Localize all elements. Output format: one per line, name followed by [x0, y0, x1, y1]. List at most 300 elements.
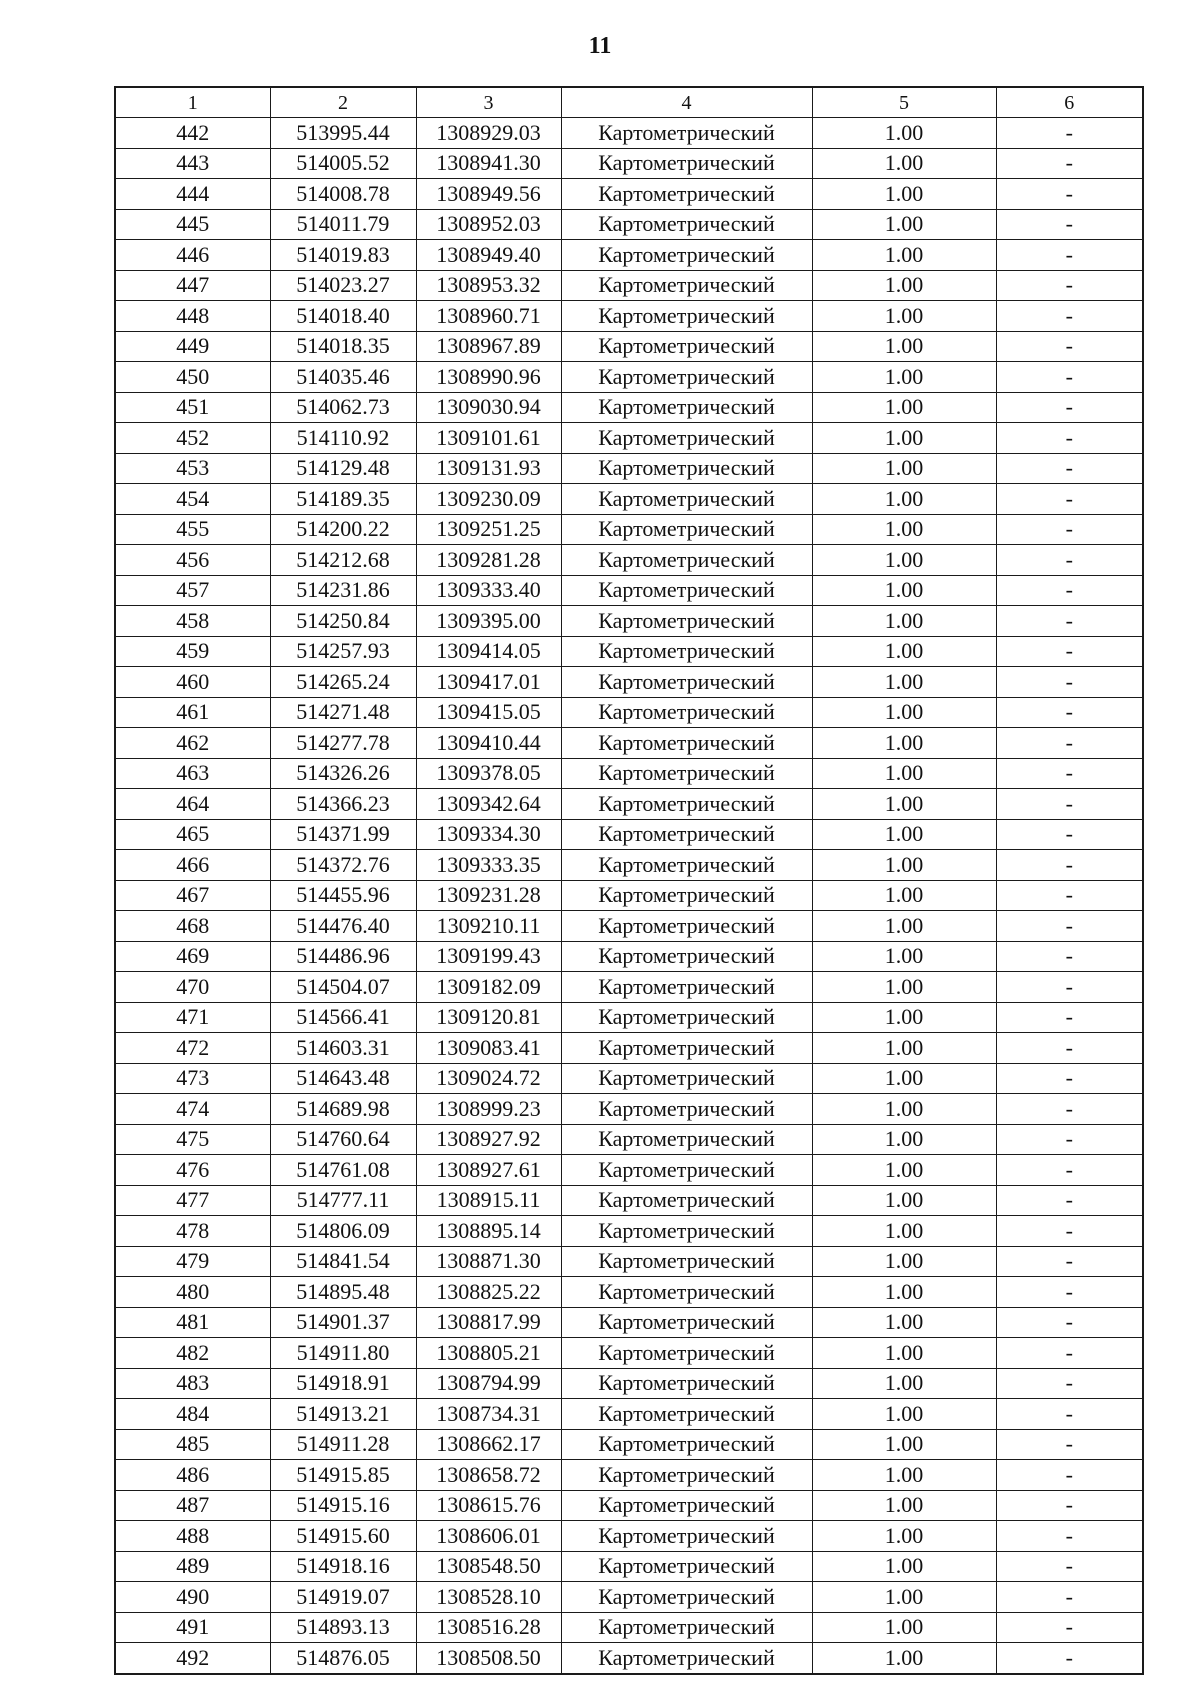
- accuracy-cell: 1.00: [812, 118, 996, 149]
- coordinates-table: [114, 86, 1144, 1675]
- y-coordinate-cell: 1308662.17: [416, 1429, 561, 1460]
- point-number-cell: 456: [115, 545, 270, 576]
- point-number-cell: 477: [115, 1185, 270, 1216]
- x-coordinate-cell: 514372.76: [270, 850, 416, 881]
- accuracy-cell: 1.00: [812, 606, 996, 637]
- x-coordinate-cell: 514231.86: [270, 575, 416, 606]
- accuracy-cell: 1.00: [812, 331, 996, 362]
- accuracy-cell: 1.00: [812, 575, 996, 606]
- table-row: [115, 209, 1143, 240]
- accuracy-cell: 1.00: [812, 728, 996, 759]
- note-cell: -: [996, 453, 1143, 484]
- table-row: [115, 1277, 1143, 1308]
- note-cell: -: [996, 362, 1143, 393]
- method-cell: Картометрический: [561, 1521, 812, 1552]
- table-row: [115, 240, 1143, 271]
- method-cell: Картометрический: [561, 758, 812, 789]
- x-coordinate-cell: 514019.83: [270, 240, 416, 271]
- accuracy-cell: 1.00: [812, 1155, 996, 1186]
- table-row: [115, 270, 1143, 301]
- point-number-cell: 485: [115, 1429, 270, 1460]
- point-number-cell: 467: [115, 880, 270, 911]
- method-cell: Картометрический: [561, 1368, 812, 1399]
- point-number-cell: 453: [115, 453, 270, 484]
- y-coordinate-cell: 1308941.30: [416, 148, 561, 179]
- y-coordinate-cell: 1309333.35: [416, 850, 561, 881]
- note-cell: -: [996, 209, 1143, 240]
- note-cell: -: [996, 1307, 1143, 1338]
- note-cell: -: [996, 1124, 1143, 1155]
- y-coordinate-cell: 1309414.05: [416, 636, 561, 667]
- y-coordinate-cell: 1308805.21: [416, 1338, 561, 1369]
- point-number-cell: 474: [115, 1094, 270, 1125]
- method-cell: Картометрический: [561, 484, 812, 515]
- method-cell: Картометрический: [561, 453, 812, 484]
- x-coordinate-cell: 514023.27: [270, 270, 416, 301]
- point-number-cell: 492: [115, 1643, 270, 1674]
- y-coordinate-cell: 1308952.03: [416, 209, 561, 240]
- note-cell: -: [996, 1612, 1143, 1643]
- point-number-cell: 484: [115, 1399, 270, 1430]
- point-number-cell: 489: [115, 1551, 270, 1582]
- x-coordinate-cell: 514841.54: [270, 1246, 416, 1277]
- table-row: [115, 1429, 1143, 1460]
- accuracy-cell: 1.00: [812, 148, 996, 179]
- y-coordinate-cell: 1308927.61: [416, 1155, 561, 1186]
- method-cell: Картометрический: [561, 697, 812, 728]
- method-cell: Картометрический: [561, 1033, 812, 1064]
- note-cell: -: [996, 301, 1143, 332]
- x-coordinate-cell: 514918.16: [270, 1551, 416, 1582]
- column-header: 1: [115, 87, 270, 118]
- x-coordinate-cell: 514486.96: [270, 941, 416, 972]
- point-number-cell: 478: [115, 1216, 270, 1247]
- x-coordinate-cell: 514919.07: [270, 1582, 416, 1613]
- y-coordinate-cell: 1308658.72: [416, 1460, 561, 1491]
- point-number-cell: 449: [115, 331, 270, 362]
- note-cell: -: [996, 1399, 1143, 1430]
- x-coordinate-cell: 514005.52: [270, 148, 416, 179]
- y-coordinate-cell: 1308949.40: [416, 240, 561, 271]
- y-coordinate-cell: 1309101.61: [416, 423, 561, 454]
- y-coordinate-cell: 1309230.09: [416, 484, 561, 515]
- point-number-cell: 460: [115, 667, 270, 698]
- accuracy-cell: 1.00: [812, 1185, 996, 1216]
- table-row: [115, 880, 1143, 911]
- table-row: [115, 636, 1143, 667]
- table-row: [115, 301, 1143, 332]
- table-row: [115, 911, 1143, 942]
- point-number-cell: 472: [115, 1033, 270, 1064]
- y-coordinate-cell: 1308817.99: [416, 1307, 561, 1338]
- accuracy-cell: 1.00: [812, 1429, 996, 1460]
- x-coordinate-cell: 514271.48: [270, 697, 416, 728]
- note-cell: -: [996, 575, 1143, 606]
- table-row: [115, 1246, 1143, 1277]
- accuracy-cell: 1.00: [812, 1216, 996, 1247]
- method-cell: Картометрический: [561, 1155, 812, 1186]
- method-cell: Картометрический: [561, 545, 812, 576]
- x-coordinate-cell: 514366.23: [270, 789, 416, 820]
- method-cell: Картометрический: [561, 972, 812, 1003]
- accuracy-cell: 1.00: [812, 941, 996, 972]
- method-cell: Картометрический: [561, 331, 812, 362]
- y-coordinate-cell: 1308953.32: [416, 270, 561, 301]
- note-cell: -: [996, 484, 1143, 515]
- x-coordinate-cell: 514250.84: [270, 606, 416, 637]
- table-row: [115, 1063, 1143, 1094]
- accuracy-cell: 1.00: [812, 1399, 996, 1430]
- y-coordinate-cell: 1309333.40: [416, 575, 561, 606]
- table-header: [115, 87, 1143, 118]
- note-cell: -: [996, 1002, 1143, 1033]
- x-coordinate-cell: 514901.37: [270, 1307, 416, 1338]
- note-cell: -: [996, 1643, 1143, 1674]
- note-cell: -: [996, 423, 1143, 454]
- y-coordinate-cell: 1309131.93: [416, 453, 561, 484]
- method-cell: Картометрический: [561, 850, 812, 881]
- method-cell: Картометрический: [561, 1185, 812, 1216]
- method-cell: Картометрический: [561, 1277, 812, 1308]
- note-cell: -: [996, 758, 1143, 789]
- note-cell: -: [996, 1277, 1143, 1308]
- table-row: [115, 758, 1143, 789]
- accuracy-cell: 1.00: [812, 819, 996, 850]
- y-coordinate-cell: 1309417.01: [416, 667, 561, 698]
- y-coordinate-cell: 1309024.72: [416, 1063, 561, 1094]
- table-row: [115, 819, 1143, 850]
- x-coordinate-cell: 514504.07: [270, 972, 416, 1003]
- method-cell: Картометрический: [561, 1216, 812, 1247]
- point-number-cell: 473: [115, 1063, 270, 1094]
- x-coordinate-cell: 514326.26: [270, 758, 416, 789]
- note-cell: -: [996, 911, 1143, 942]
- x-coordinate-cell: 514062.73: [270, 392, 416, 423]
- method-cell: Картометрический: [561, 1551, 812, 1582]
- accuracy-cell: 1.00: [812, 270, 996, 301]
- point-number-cell: 459: [115, 636, 270, 667]
- y-coordinate-cell: 1308999.23: [416, 1094, 561, 1125]
- method-cell: Картометрический: [561, 728, 812, 759]
- note-cell: -: [996, 1582, 1143, 1613]
- table-row: [115, 148, 1143, 179]
- method-cell: Картометрический: [561, 209, 812, 240]
- accuracy-cell: 1.00: [812, 1002, 996, 1033]
- y-coordinate-cell: 1308967.89: [416, 331, 561, 362]
- method-cell: Картометрический: [561, 819, 812, 850]
- note-cell: -: [996, 941, 1143, 972]
- x-coordinate-cell: 514893.13: [270, 1612, 416, 1643]
- accuracy-cell: 1.00: [812, 1033, 996, 1064]
- x-coordinate-cell: 514603.31: [270, 1033, 416, 1064]
- table-row: [115, 1002, 1143, 1033]
- x-coordinate-cell: 513995.44: [270, 118, 416, 149]
- x-coordinate-cell: 514018.40: [270, 301, 416, 332]
- y-coordinate-cell: 1309210.11: [416, 911, 561, 942]
- y-coordinate-cell: 1309199.43: [416, 941, 561, 972]
- y-coordinate-cell: 1309410.44: [416, 728, 561, 759]
- x-coordinate-cell: 514476.40: [270, 911, 416, 942]
- table-row: [115, 362, 1143, 393]
- table-row: [115, 1582, 1143, 1613]
- table-row: [115, 728, 1143, 759]
- point-number-cell: 487: [115, 1490, 270, 1521]
- point-number-cell: 448: [115, 301, 270, 332]
- table-row: [115, 1551, 1143, 1582]
- method-cell: Картометрический: [561, 1307, 812, 1338]
- y-coordinate-cell: 1309182.09: [416, 972, 561, 1003]
- note-cell: -: [996, 1185, 1143, 1216]
- y-coordinate-cell: 1308929.03: [416, 118, 561, 149]
- table-row: [115, 1307, 1143, 1338]
- method-cell: Картометрический: [561, 880, 812, 911]
- table-row: [115, 1521, 1143, 1552]
- note-cell: -: [996, 1155, 1143, 1186]
- point-number-cell: 446: [115, 240, 270, 271]
- method-cell: Картометрический: [561, 423, 812, 454]
- accuracy-cell: 1.00: [812, 1063, 996, 1094]
- note-cell: -: [996, 1216, 1143, 1247]
- column-header: 6: [996, 87, 1143, 118]
- note-cell: -: [996, 545, 1143, 576]
- accuracy-cell: 1.00: [812, 301, 996, 332]
- accuracy-cell: 1.00: [812, 179, 996, 210]
- method-cell: Картометрический: [561, 1612, 812, 1643]
- note-cell: -: [996, 697, 1143, 728]
- accuracy-cell: 1.00: [812, 1307, 996, 1338]
- method-cell: Картометрический: [561, 301, 812, 332]
- note-cell: -: [996, 850, 1143, 881]
- point-number-cell: 454: [115, 484, 270, 515]
- accuracy-cell: 1.00: [812, 1521, 996, 1552]
- table-row: [115, 423, 1143, 454]
- header-row: [115, 87, 1143, 118]
- table-row: [115, 667, 1143, 698]
- note-cell: -: [996, 1338, 1143, 1369]
- point-number-cell: 480: [115, 1277, 270, 1308]
- accuracy-cell: 1.00: [812, 850, 996, 881]
- note-cell: -: [996, 392, 1143, 423]
- x-coordinate-cell: 514455.96: [270, 880, 416, 911]
- x-coordinate-cell: 514876.05: [270, 1643, 416, 1674]
- point-number-cell: 481: [115, 1307, 270, 1338]
- point-number-cell: 482: [115, 1338, 270, 1369]
- table-row: [115, 179, 1143, 210]
- method-cell: Картометрический: [561, 1246, 812, 1277]
- table-row: [115, 392, 1143, 423]
- x-coordinate-cell: 514761.08: [270, 1155, 416, 1186]
- table-row: [115, 1185, 1143, 1216]
- method-cell: Картометрический: [561, 575, 812, 606]
- y-coordinate-cell: 1309281.28: [416, 545, 561, 576]
- y-coordinate-cell: 1309231.28: [416, 880, 561, 911]
- y-coordinate-cell: 1309120.81: [416, 1002, 561, 1033]
- method-cell: Картометрический: [561, 1399, 812, 1430]
- point-number-cell: 466: [115, 850, 270, 881]
- point-number-cell: 463: [115, 758, 270, 789]
- note-cell: -: [996, 331, 1143, 362]
- note-cell: -: [996, 270, 1143, 301]
- note-cell: -: [996, 118, 1143, 149]
- point-number-cell: 451: [115, 392, 270, 423]
- table-row: [115, 1155, 1143, 1186]
- note-cell: -: [996, 1246, 1143, 1277]
- table-row: [115, 1460, 1143, 1491]
- accuracy-cell: 1.00: [812, 972, 996, 1003]
- accuracy-cell: 1.00: [812, 667, 996, 698]
- note-cell: -: [996, 1460, 1143, 1491]
- note-cell: -: [996, 179, 1143, 210]
- method-cell: Картометрический: [561, 514, 812, 545]
- point-number-cell: 490: [115, 1582, 270, 1613]
- x-coordinate-cell: 514689.98: [270, 1094, 416, 1125]
- y-coordinate-cell: 1308615.76: [416, 1490, 561, 1521]
- table-row: [115, 514, 1143, 545]
- table-row: [115, 850, 1143, 881]
- y-coordinate-cell: 1309395.00: [416, 606, 561, 637]
- point-number-cell: 483: [115, 1368, 270, 1399]
- point-number-cell: 445: [115, 209, 270, 240]
- method-cell: Картометрический: [561, 118, 812, 149]
- accuracy-cell: 1.00: [812, 1338, 996, 1369]
- method-cell: Картометрический: [561, 941, 812, 972]
- table-row: [115, 1643, 1143, 1674]
- point-number-cell: 458: [115, 606, 270, 637]
- table-row: [115, 1033, 1143, 1064]
- accuracy-cell: 1.00: [812, 514, 996, 545]
- x-coordinate-cell: 514915.85: [270, 1460, 416, 1491]
- column-header: 3: [416, 87, 561, 118]
- x-coordinate-cell: 514918.91: [270, 1368, 416, 1399]
- y-coordinate-cell: 1308949.56: [416, 179, 561, 210]
- accuracy-cell: 1.00: [812, 453, 996, 484]
- accuracy-cell: 1.00: [812, 545, 996, 576]
- method-cell: Картометрический: [561, 1582, 812, 1613]
- note-cell: -: [996, 1521, 1143, 1552]
- y-coordinate-cell: 1309083.41: [416, 1033, 561, 1064]
- table-row: [115, 941, 1143, 972]
- table-row: [115, 1612, 1143, 1643]
- accuracy-cell: 1.00: [812, 636, 996, 667]
- note-cell: -: [996, 240, 1143, 271]
- note-cell: -: [996, 514, 1143, 545]
- accuracy-cell: 1.00: [812, 880, 996, 911]
- point-number-cell: 470: [115, 972, 270, 1003]
- y-coordinate-cell: 1308927.92: [416, 1124, 561, 1155]
- accuracy-cell: 1.00: [812, 1368, 996, 1399]
- y-coordinate-cell: 1308915.11: [416, 1185, 561, 1216]
- point-number-cell: 468: [115, 911, 270, 942]
- method-cell: Картометрический: [561, 179, 812, 210]
- table-row: [115, 789, 1143, 820]
- accuracy-cell: 1.00: [812, 1094, 996, 1125]
- method-cell: Картометрический: [561, 1002, 812, 1033]
- x-coordinate-cell: 514371.99: [270, 819, 416, 850]
- note-cell: -: [996, 789, 1143, 820]
- x-coordinate-cell: 514777.11: [270, 1185, 416, 1216]
- accuracy-cell: 1.00: [812, 362, 996, 393]
- x-coordinate-cell: 514011.79: [270, 209, 416, 240]
- accuracy-cell: 1.00: [812, 209, 996, 240]
- method-cell: Картометрический: [561, 1643, 812, 1674]
- y-coordinate-cell: 1308871.30: [416, 1246, 561, 1277]
- point-number-cell: 469: [115, 941, 270, 972]
- accuracy-cell: 1.00: [812, 1124, 996, 1155]
- note-cell: -: [996, 148, 1143, 179]
- accuracy-cell: 1.00: [812, 1551, 996, 1582]
- accuracy-cell: 1.00: [812, 392, 996, 423]
- method-cell: Картометрический: [561, 270, 812, 301]
- table-row: [115, 331, 1143, 362]
- x-coordinate-cell: 514915.60: [270, 1521, 416, 1552]
- table-row: [115, 1338, 1143, 1369]
- note-cell: -: [996, 1490, 1143, 1521]
- point-number-cell: 457: [115, 575, 270, 606]
- note-cell: -: [996, 1033, 1143, 1064]
- accuracy-cell: 1.00: [812, 240, 996, 271]
- x-coordinate-cell: 514200.22: [270, 514, 416, 545]
- method-cell: Картометрический: [561, 606, 812, 637]
- x-coordinate-cell: 514018.35: [270, 331, 416, 362]
- y-coordinate-cell: 1309334.30: [416, 819, 561, 850]
- table-row: [115, 484, 1143, 515]
- y-coordinate-cell: 1308734.31: [416, 1399, 561, 1430]
- accuracy-cell: 1.00: [812, 1460, 996, 1491]
- note-cell: -: [996, 972, 1143, 1003]
- note-cell: -: [996, 880, 1143, 911]
- method-cell: Картометрический: [561, 1460, 812, 1491]
- x-coordinate-cell: 514277.78: [270, 728, 416, 759]
- accuracy-cell: 1.00: [812, 697, 996, 728]
- method-cell: Картометрический: [561, 789, 812, 820]
- note-cell: -: [996, 667, 1143, 698]
- method-cell: Картометрический: [561, 1429, 812, 1460]
- column-header: 4: [561, 87, 812, 118]
- note-cell: -: [996, 1094, 1143, 1125]
- point-number-cell: 465: [115, 819, 270, 850]
- y-coordinate-cell: 1309415.05: [416, 697, 561, 728]
- method-cell: Картометрический: [561, 1094, 812, 1125]
- x-coordinate-cell: 514915.16: [270, 1490, 416, 1521]
- note-cell: -: [996, 1063, 1143, 1094]
- method-cell: Картометрический: [561, 636, 812, 667]
- method-cell: Картометрический: [561, 667, 812, 698]
- method-cell: Картометрический: [561, 362, 812, 393]
- table-row: [115, 453, 1143, 484]
- y-coordinate-cell: 1309378.05: [416, 758, 561, 789]
- accuracy-cell: 1.00: [812, 1582, 996, 1613]
- x-coordinate-cell: 514212.68: [270, 545, 416, 576]
- y-coordinate-cell: 1309030.94: [416, 392, 561, 423]
- x-coordinate-cell: 514760.64: [270, 1124, 416, 1155]
- point-number-cell: 442: [115, 118, 270, 149]
- point-number-cell: 447: [115, 270, 270, 301]
- y-coordinate-cell: 1308508.50: [416, 1643, 561, 1674]
- table-row: [115, 545, 1143, 576]
- x-coordinate-cell: 514129.48: [270, 453, 416, 484]
- point-number-cell: 479: [115, 1246, 270, 1277]
- y-coordinate-cell: 1308548.50: [416, 1551, 561, 1582]
- x-coordinate-cell: 514035.46: [270, 362, 416, 393]
- note-cell: -: [996, 728, 1143, 759]
- point-number-cell: 443: [115, 148, 270, 179]
- x-coordinate-cell: 514643.48: [270, 1063, 416, 1094]
- x-coordinate-cell: 514895.48: [270, 1277, 416, 1308]
- method-cell: Картометрический: [561, 240, 812, 271]
- accuracy-cell: 1.00: [812, 1246, 996, 1277]
- x-coordinate-cell: 514257.93: [270, 636, 416, 667]
- table-row: [115, 1368, 1143, 1399]
